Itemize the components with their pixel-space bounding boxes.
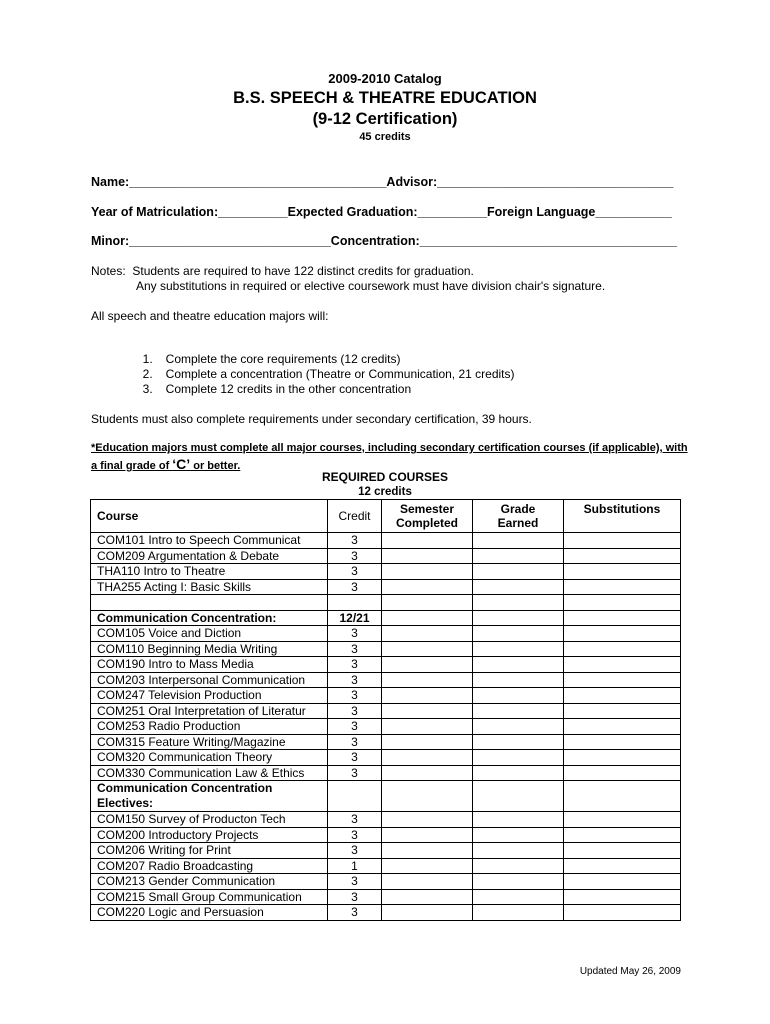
course-cell: COM315 Feature Writing/Magazine [91, 734, 328, 750]
required-courses-heading: REQUIRED COURSES [321, 470, 449, 484]
minor-concentration-line[interactable]: Minor:_____________________________Concentration:_____________________________________ [91, 234, 677, 248]
total-credits: 45 credits [359, 131, 411, 143]
substitutions-cell[interactable] [564, 889, 681, 905]
education-note-grade: ‘C’ [172, 456, 191, 472]
course-cell: COM200 Introductory Projects [91, 827, 328, 843]
grade-cell[interactable] [473, 734, 564, 750]
table-row [91, 610, 681, 626]
credit-cell: 3 [328, 765, 382, 781]
grade-cell[interactable] [473, 548, 564, 564]
secondary-certification-note: Students must also complete requirements under secondary certification, 39 hours. [91, 412, 532, 426]
grade-cell[interactable] [473, 688, 564, 704]
credit-cell: 3 [328, 827, 382, 843]
required-courses-credits: 12 credits [358, 486, 412, 498]
updated-date: Updated May 26, 2009 [579, 966, 681, 977]
requirement-number: 3. [142, 382, 153, 396]
table-row [91, 734, 681, 750]
semester-cell[interactable] [382, 688, 473, 704]
education-grade-note [91, 440, 691, 474]
semester-cell[interactable] [382, 781, 473, 812]
credit-cell: 3 [328, 626, 382, 642]
credit-cell: 3 [328, 579, 382, 595]
table-row [91, 858, 681, 874]
semester-cell[interactable] [382, 905, 473, 921]
course-cell: COM330 Communication Law & Ethics [91, 765, 328, 781]
course-cell: COM220 Logic and Persuasion [91, 905, 328, 921]
substitutions-cell[interactable] [564, 874, 681, 890]
course-cell: COM206 Writing for Print [91, 843, 328, 859]
table-row [91, 843, 681, 859]
table-header-row [91, 500, 681, 533]
substitutions-cell[interactable] [564, 781, 681, 812]
semester-cell[interactable] [382, 548, 473, 564]
education-note-text: *Education majors must complete all major courses, including secondary certification courses (if applicable), with a final grade of [91, 442, 688, 472]
table-row [91, 827, 681, 843]
semester-cell[interactable] [382, 641, 473, 657]
substitutions-cell[interactable] [564, 703, 681, 719]
grade-cell[interactable] [473, 827, 564, 843]
semester-cell[interactable] [382, 874, 473, 890]
credit-cell: 12/21 [328, 610, 382, 626]
table-row [91, 579, 681, 595]
course-cell: Communication Concentration Electives: [91, 781, 328, 812]
substitutions-cell[interactable] [564, 657, 681, 673]
grade-cell[interactable] [473, 812, 564, 828]
grade-cell[interactable] [473, 905, 564, 921]
requirement-item [136, 368, 411, 396]
semester-cell[interactable] [382, 889, 473, 905]
credit-cell: 3 [328, 812, 382, 828]
grade-cell[interactable] [473, 657, 564, 673]
semester-cell[interactable] [382, 626, 473, 642]
course-cell: COM110 Beginning Media Writing [91, 641, 328, 657]
course-cell: COM215 Small Group Communication [91, 889, 328, 905]
course-cell [91, 595, 328, 611]
column-header-credit: Credit [328, 500, 382, 533]
credit-cell: 3 [328, 657, 382, 673]
substitutions-cell[interactable] [564, 610, 681, 626]
semester-cell[interactable] [382, 858, 473, 874]
semester-cell[interactable] [382, 843, 473, 859]
semester-cell[interactable] [382, 657, 473, 673]
table-row [91, 657, 681, 673]
substitutions-cell[interactable] [564, 812, 681, 828]
grade-cell[interactable] [473, 672, 564, 688]
requirement-number: 2. [142, 367, 153, 381]
table-row [91, 688, 681, 704]
course-cell: COM150 Survey of Producton Tech [91, 812, 328, 828]
table-row [91, 750, 681, 766]
column-header-course: Course [91, 500, 328, 533]
table-row [91, 548, 681, 564]
semester-cell[interactable] [382, 734, 473, 750]
substitutions-cell[interactable] [564, 595, 681, 611]
credit-cell: 3 [328, 688, 382, 704]
course-cell: COM105 Voice and Diction [91, 626, 328, 642]
grade-cell[interactable] [473, 626, 564, 642]
course-cell: THA110 Intro to Theatre [91, 564, 328, 580]
grade-cell[interactable] [473, 703, 564, 719]
table-row [91, 533, 681, 549]
substitutions-cell[interactable] [564, 564, 681, 580]
substitutions-cell[interactable] [564, 533, 681, 549]
grade-cell[interactable] [473, 858, 564, 874]
table-row [91, 812, 681, 828]
credit-cell: 3 [328, 533, 382, 549]
credit-cell: 3 [328, 703, 382, 719]
table-row [91, 889, 681, 905]
course-cell: COM203 Interpersonal Communication [91, 672, 328, 688]
notes-line-2: Any substitutions in required or elective coursework must have division chair's signature. [136, 279, 606, 293]
requirement-text: Complete 12 credits in the other concentration [165, 382, 412, 396]
courses-table [90, 499, 681, 921]
substitutions-cell[interactable] [564, 579, 681, 595]
column-header-semester: Semester Completed [382, 500, 473, 533]
grade-cell[interactable] [473, 889, 564, 905]
grade-cell[interactable] [473, 781, 564, 812]
requirement-text: Complete a concentration (Theatre or Communication, 21 credits) [165, 367, 515, 381]
semester-cell[interactable] [382, 579, 473, 595]
semester-cell[interactable] [382, 719, 473, 735]
table-row [91, 905, 681, 921]
grade-cell[interactable] [473, 533, 564, 549]
semester-cell[interactable] [382, 564, 473, 580]
course-cell: COM251 Oral Interpretation of Literatur [91, 703, 328, 719]
table-row [91, 719, 681, 735]
credit-cell: 3 [328, 734, 382, 750]
matriculation-graduation-language-line[interactable]: Year of Matriculation:__________Expected Graduation:__________Foreign Language___________ [91, 205, 672, 219]
semester-cell[interactable] [382, 827, 473, 843]
table-row [91, 765, 681, 781]
substitutions-cell[interactable] [564, 719, 681, 735]
credit-cell: 3 [328, 564, 382, 580]
table-row [91, 672, 681, 688]
grade-cell[interactable] [473, 564, 564, 580]
semester-cell[interactable] [382, 750, 473, 766]
substitutions-cell[interactable] [564, 750, 681, 766]
semester-cell[interactable] [382, 672, 473, 688]
column-header-substitutions: Substitutions [564, 500, 681, 533]
semester-cell[interactable] [382, 765, 473, 781]
credit-cell: 3 [328, 843, 382, 859]
table-row [91, 781, 681, 812]
substitutions-cell[interactable] [564, 765, 681, 781]
grade-cell[interactable] [473, 641, 564, 657]
course-cell: COM253 Radio Production [91, 719, 328, 735]
grade-cell[interactable] [473, 610, 564, 626]
substitutions-cell[interactable] [564, 626, 681, 642]
substitutions-cell[interactable] [564, 827, 681, 843]
credit-cell: 3 [328, 750, 382, 766]
notes-line-1: Notes: Students are required to have 122 distinct credits for graduation. [91, 264, 474, 278]
course-cell: COM190 Intro to Mass Media [91, 657, 328, 673]
course-cell: COM209 Argumentation & Debate [91, 548, 328, 564]
course-cell: COM247 Television Production [91, 688, 328, 704]
credit-cell: 3 [328, 719, 382, 735]
credit-cell: 3 [328, 641, 382, 657]
name-advisor-line[interactable]: Name:_____________________________________Advisor:__________________________________ [91, 175, 674, 189]
page-title: B.S. SPEECH & THEATRE EDUCATION [233, 89, 537, 107]
substitutions-cell[interactable] [564, 843, 681, 859]
grade-cell[interactable] [473, 874, 564, 890]
course-cell: THA255 Acting I: Basic Skills [91, 579, 328, 595]
substitutions-cell[interactable] [564, 672, 681, 688]
semester-cell[interactable] [382, 703, 473, 719]
grade-cell[interactable] [473, 750, 564, 766]
course-cell: COM101 Intro to Speech Communicat [91, 533, 328, 549]
table-row [91, 703, 681, 719]
substitutions-cell[interactable] [564, 641, 681, 657]
credit-cell: 3 [328, 889, 382, 905]
catalog-year: 2009-2010 Catalog [328, 71, 442, 86]
substitutions-cell[interactable] [564, 548, 681, 564]
table-row [91, 626, 681, 642]
requirement-number: 1. [142, 352, 153, 366]
grade-cell[interactable] [473, 579, 564, 595]
requirement-text: Complete the core requirements (12 credits) [165, 352, 401, 366]
semester-cell[interactable] [382, 812, 473, 828]
credit-cell [328, 595, 382, 611]
education-note-end: or better. [190, 460, 241, 472]
credit-cell: 3 [328, 905, 382, 921]
course-cell: Communication Concentration: [91, 610, 328, 626]
course-cell: COM207 Radio Broadcasting [91, 858, 328, 874]
semester-cell[interactable] [382, 533, 473, 549]
credit-cell [328, 781, 382, 812]
semester-cell[interactable] [382, 595, 473, 611]
substitutions-cell[interactable] [564, 688, 681, 704]
credit-cell: 3 [328, 548, 382, 564]
grade-cell[interactable] [473, 719, 564, 735]
grade-cell[interactable] [473, 843, 564, 859]
course-cell: COM213 Gender Communication [91, 874, 328, 890]
substitutions-cell[interactable] [564, 905, 681, 921]
course-cell: COM320 Communication Theory [91, 750, 328, 766]
substitutions-cell[interactable] [564, 858, 681, 874]
page-subtitle: (9-12 Certification) [312, 110, 458, 128]
table-row [91, 595, 681, 611]
table-row [91, 564, 681, 580]
semester-cell[interactable] [382, 610, 473, 626]
substitutions-cell[interactable] [564, 734, 681, 750]
grade-cell[interactable] [473, 595, 564, 611]
column-header-grade: Grade Earned [473, 500, 564, 533]
credit-cell: 3 [328, 874, 382, 890]
credit-cell: 3 [328, 672, 382, 688]
majors-intro: All speech and theatre education majors will: [91, 309, 329, 323]
credit-cell: 1 [328, 858, 382, 874]
grade-cell[interactable] [473, 765, 564, 781]
table-row [91, 874, 681, 890]
table-row [91, 641, 681, 657]
